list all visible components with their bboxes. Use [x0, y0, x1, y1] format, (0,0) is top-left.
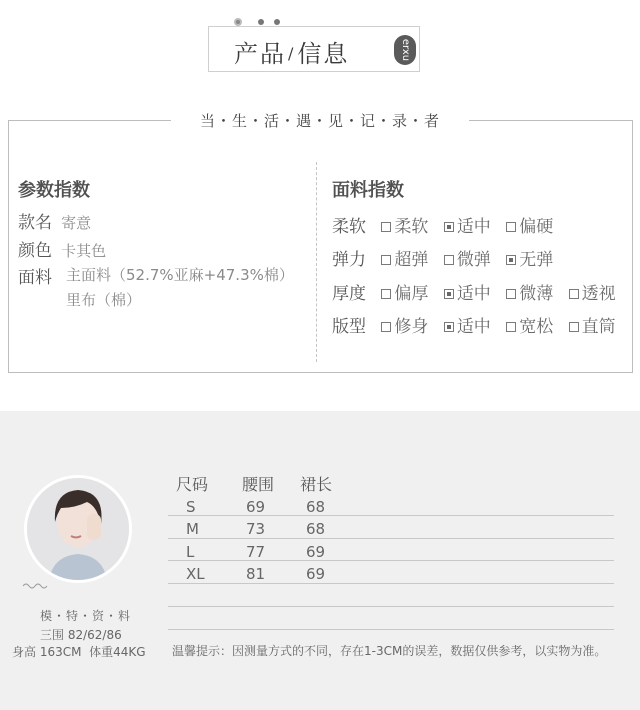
param-row-style — [18, 208, 91, 233]
option-label: 直筒 — [581, 317, 616, 337]
col-header-waist: 腰围 — [242, 475, 275, 494]
table-rule — [168, 606, 614, 607]
param-value: 卡其色 — [61, 242, 107, 260]
option-thick — [381, 284, 428, 304]
table-rule — [168, 629, 614, 630]
table-cell: 69 — [246, 498, 266, 516]
table-cell: 73 — [246, 520, 266, 538]
option-straight — [569, 317, 616, 337]
option-label: 微弹 — [456, 250, 491, 270]
fabric-row-label: 版型 — [332, 317, 366, 337]
table-rule — [168, 538, 614, 539]
table-rule — [168, 515, 614, 516]
fabric-row-elasticity — [332, 245, 553, 270]
checkbox-checked-icon — [444, 322, 454, 332]
fabric-title: 面料指数 — [332, 180, 404, 201]
table-cell: M — [186, 520, 199, 538]
table-cell: 77 — [246, 543, 266, 561]
param-label: 面料 — [18, 268, 52, 288]
param-row-color — [18, 236, 106, 261]
checkbox-checked-icon — [506, 255, 516, 265]
model-info-title: 模・特・资・料 — [40, 609, 132, 623]
col-header-size: 尺码 — [176, 475, 209, 494]
option-label: 透视 — [581, 284, 616, 304]
option-label: 适中 — [456, 217, 491, 237]
option-slight-stretch — [444, 250, 491, 270]
table-cell: XL — [186, 565, 205, 583]
title-right: 信息 — [297, 40, 350, 68]
motto-text: 当・生・活・遇・见・记・录・者 — [171, 110, 469, 132]
option-label: 超弹 — [394, 250, 429, 270]
table-rule — [168, 583, 614, 584]
model-portrait-illustration — [27, 478, 129, 580]
param-value-main-fabric: 主面料（52.7%亚麻+47.3%棉） — [66, 266, 294, 284]
checkbox-icon — [506, 222, 516, 232]
option-super-stretch — [381, 250, 428, 270]
param-row-fabric — [18, 263, 52, 288]
option-sheer — [569, 284, 616, 304]
checkbox-icon — [381, 322, 391, 332]
option-medium — [444, 317, 491, 337]
option-label: 偏硬 — [519, 217, 554, 237]
params-title: 参数指数 — [18, 180, 90, 201]
option-medium — [444, 217, 491, 237]
fabric-row-label: 柔软 — [332, 217, 366, 237]
checkbox-icon — [444, 255, 454, 265]
column-divider — [316, 162, 317, 362]
option-hard — [506, 217, 553, 237]
checkbox-icon — [506, 289, 516, 299]
model-measurements: 三围 82/62/86 — [40, 628, 122, 642]
table-cell: 69 — [306, 565, 326, 583]
option-no-stretch — [506, 250, 553, 270]
fabric-row-label: 厚度 — [332, 284, 366, 304]
param-value-lining: 里布（棉） — [66, 291, 142, 309]
title-slash: / — [288, 44, 296, 63]
option-medium — [444, 284, 491, 304]
checkbox-icon — [569, 289, 579, 299]
title-left: 产品 — [234, 40, 286, 68]
checkbox-icon — [506, 322, 516, 332]
checkbox-icon — [381, 289, 391, 299]
option-label: 宽松 — [519, 317, 554, 337]
option-label: 无弹 — [519, 250, 554, 270]
option-label: 偏厚 — [394, 284, 429, 304]
option-label: 柔软 — [394, 217, 429, 237]
fabric-row-softness — [332, 212, 553, 237]
fabric-row-label: 弹力 — [332, 250, 366, 270]
option-label: 修身 — [394, 317, 429, 337]
checkbox-checked-icon — [444, 289, 454, 299]
param-label: 款名 — [18, 213, 52, 233]
param-value: 寄意 — [61, 214, 92, 232]
model-avatar — [24, 475, 132, 583]
checkbox-checked-icon — [444, 222, 454, 232]
fabric-row-thickness — [332, 279, 616, 304]
option-slim — [381, 317, 428, 337]
checkbox-icon — [381, 255, 391, 265]
option-label: 适中 — [456, 317, 491, 337]
option-label: 微薄 — [519, 284, 554, 304]
page-title — [234, 34, 349, 69]
option-soft — [381, 217, 428, 237]
checkbox-icon — [381, 222, 391, 232]
table-rule — [168, 560, 614, 561]
measurement-note: 温馨提示：因测量方式的不同，存在1-3CM的误差，数据仅供参考，以实物为准。 — [172, 644, 607, 658]
param-label: 颜色 — [18, 241, 52, 261]
brand-seal — [394, 35, 416, 65]
model-height-weight: 身高 163CM 体重44KG — [12, 645, 146, 659]
table-cell: 69 — [306, 543, 326, 561]
option-thin — [506, 284, 553, 304]
table-cell: 68 — [306, 498, 326, 516]
table-cell: S — [186, 498, 196, 516]
option-loose — [506, 317, 553, 337]
checkbox-icon — [569, 322, 579, 332]
table-cell: 68 — [306, 520, 326, 538]
option-label: 适中 — [456, 284, 491, 304]
table-cell: 81 — [246, 565, 266, 583]
brand-seal-text: erxu — [400, 38, 412, 62]
table-cell: L — [186, 543, 195, 561]
fabric-row-fit — [332, 312, 616, 337]
wave-ornament — [22, 574, 48, 593]
col-header-length: 裙长 — [300, 475, 333, 494]
